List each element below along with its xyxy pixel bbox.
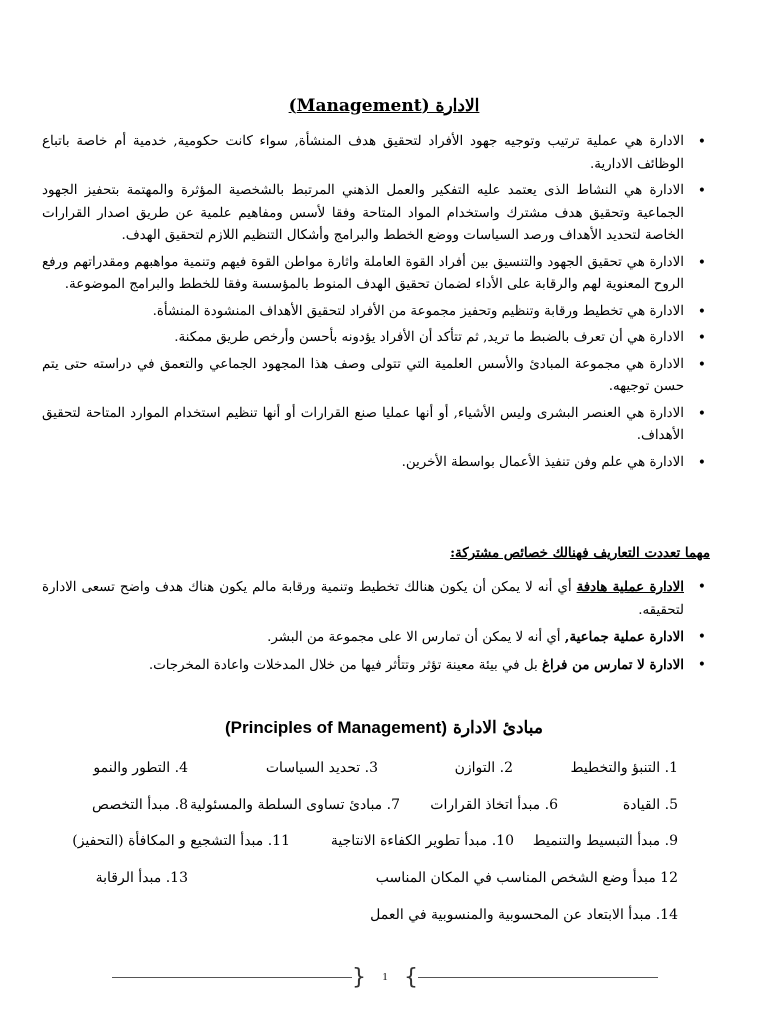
page-title: الادارة (Management) <box>288 96 480 116</box>
footer-brace-left: { <box>352 965 366 990</box>
feature-term: الادارة لا تمارس من فراغ <box>541 656 684 673</box>
principle-item: 1. التنبؤ والتخطيط <box>570 760 678 776</box>
definition-item: • الادارة هي العنصر البشرى وليس الأشياء, أو أنها عمليا صنع القرارات أو أنها تنظيم استخدام الموارد المتاحة لتحقيق الأهداف. <box>42 403 710 448</box>
page-number: 1 <box>382 971 388 983</box>
principle-item: 3. تحديد السياسات <box>265 760 378 776</box>
principle-item: 13. مبدأ الرقابة <box>95 870 188 886</box>
definitions-list <box>42 131 710 478</box>
principle-item: 11. مبدأ التشجيع و المكافأة (التحفيز) <box>72 833 290 849</box>
principle-item: 2. التوازن <box>454 760 513 776</box>
feature-text: أي أنه لا يمكن أن تمارس الا على مجموعة من البشر. <box>267 630 565 645</box>
features-list <box>42 576 710 681</box>
definition-item: • الادارة هي عملية ترتيب وتوجيه جهود الأفراد لتحقيق هدف المنشأة, سواء كانت حكومية, خدمية أم خاصة باتباع الوظائف الادارية. <box>42 131 710 176</box>
principles-heading-en: (Principles of Management) <box>225 718 448 737</box>
definition-item: • الادارة هي علم وفن تنفيذ الأعمال بواسطة الأخرين. <box>42 452 710 475</box>
definition-item: • الادارة هي أن تعرف بالضبط ما تريد, ثم تتأكد أن الأفراد يؤدونه بأحسن وأرخص طريق ممكنة. <box>42 327 710 350</box>
footer-rule-left <box>112 977 352 978</box>
principle-item: 6. مبدأ اتخاذ القرارات <box>430 797 558 813</box>
footer-rule-right <box>418 977 658 978</box>
feature-term: الادارة عملية هادفة <box>576 579 684 595</box>
principles-heading <box>0 718 768 738</box>
feature-text: أي أنه لا يمكن أن يكون هنالك تخطيط وتنمية ورقابة مالم يكون هناك هدف واضح تسعى الادارة لتحقيقه. <box>42 580 684 618</box>
footer-brace-right: } <box>404 965 418 990</box>
principle-item: 8. مبدأ التخصص <box>92 797 188 813</box>
feature-term: الادارة عملية جماعية, <box>564 629 684 645</box>
principle-item: 5. القيادة <box>622 797 678 813</box>
feature-item <box>42 654 710 678</box>
feature-item <box>42 626 710 650</box>
principle-item: 10. مبدأ تطوير الكفاءة الانتاجية <box>330 833 514 849</box>
principle-item: 12 مبدأ وضع الشخص المناسب في المكان المناسب <box>375 870 678 886</box>
principles-heading-ar: مبادئ الادارة <box>452 718 543 738</box>
feature-text: بل في بيئة معينة تؤثر وتتأثر فيها من خلال المدخلات واعادة المخرجات. <box>148 657 542 673</box>
principle-item: 7. مبادئ تساوى السلطة والمسئولية <box>190 797 400 813</box>
definition-item: • الادارة هي النشاط الذى يعتمد عليه التفكير والعمل الذهني المرتبط بالشخصية المؤثرة والمهتمة بتحفيز الجهود الجماعية وتحقيق هدف مشترك واستخدام المواد المتاحة وفقا لأسس ومفاهيم علمية عن طريق اصدار القرارات الخاصة لتحديد الأهداف ورصد السياسات ووضع الخطط والبرامج وأشكال التنظيم اللازم لتحقيق الهدف. <box>42 180 710 248</box>
definition-item: • الادارة هي تخطيط ورقابة وتنظيم وتحفيز مجموعة من الأفراد لتحقيق الأهداف المنشودة المنشأة. <box>42 301 710 324</box>
principle-item: 9. مبدأ التبسيط والتنميط <box>532 833 678 849</box>
principle-item: 14. مبدأ الابتعاد عن المحسوبية والمنسوبية في العمل <box>370 907 678 923</box>
feature-item <box>42 576 710 622</box>
principle-item: 4. التطور والنمو <box>93 760 188 776</box>
definition-item: • الادارة هي تحقيق الجهود والتنسيق بين أفراد القوة العاملة واثارة مواطن القوة فيهم وتنمية مواهبهم ومقدراتهم ورفع الروح المعنوية لهم والرقابة على الأداء لضمان تحقيق الهدف المنوط بالمؤسسة وفقا للخطط والبرامج الموضوعة. <box>42 252 710 297</box>
definition-item: • الادارة هي مجموعة المبادئ والأسس العلمية التي تتولى وصف هذا المجهود الجماعي والتعمق في دراسته حتى يتم حسن توجيهه. <box>42 354 710 399</box>
features-heading: مهما تعددت التعاريف فهنالك خصائص مشتركة: <box>450 545 710 561</box>
